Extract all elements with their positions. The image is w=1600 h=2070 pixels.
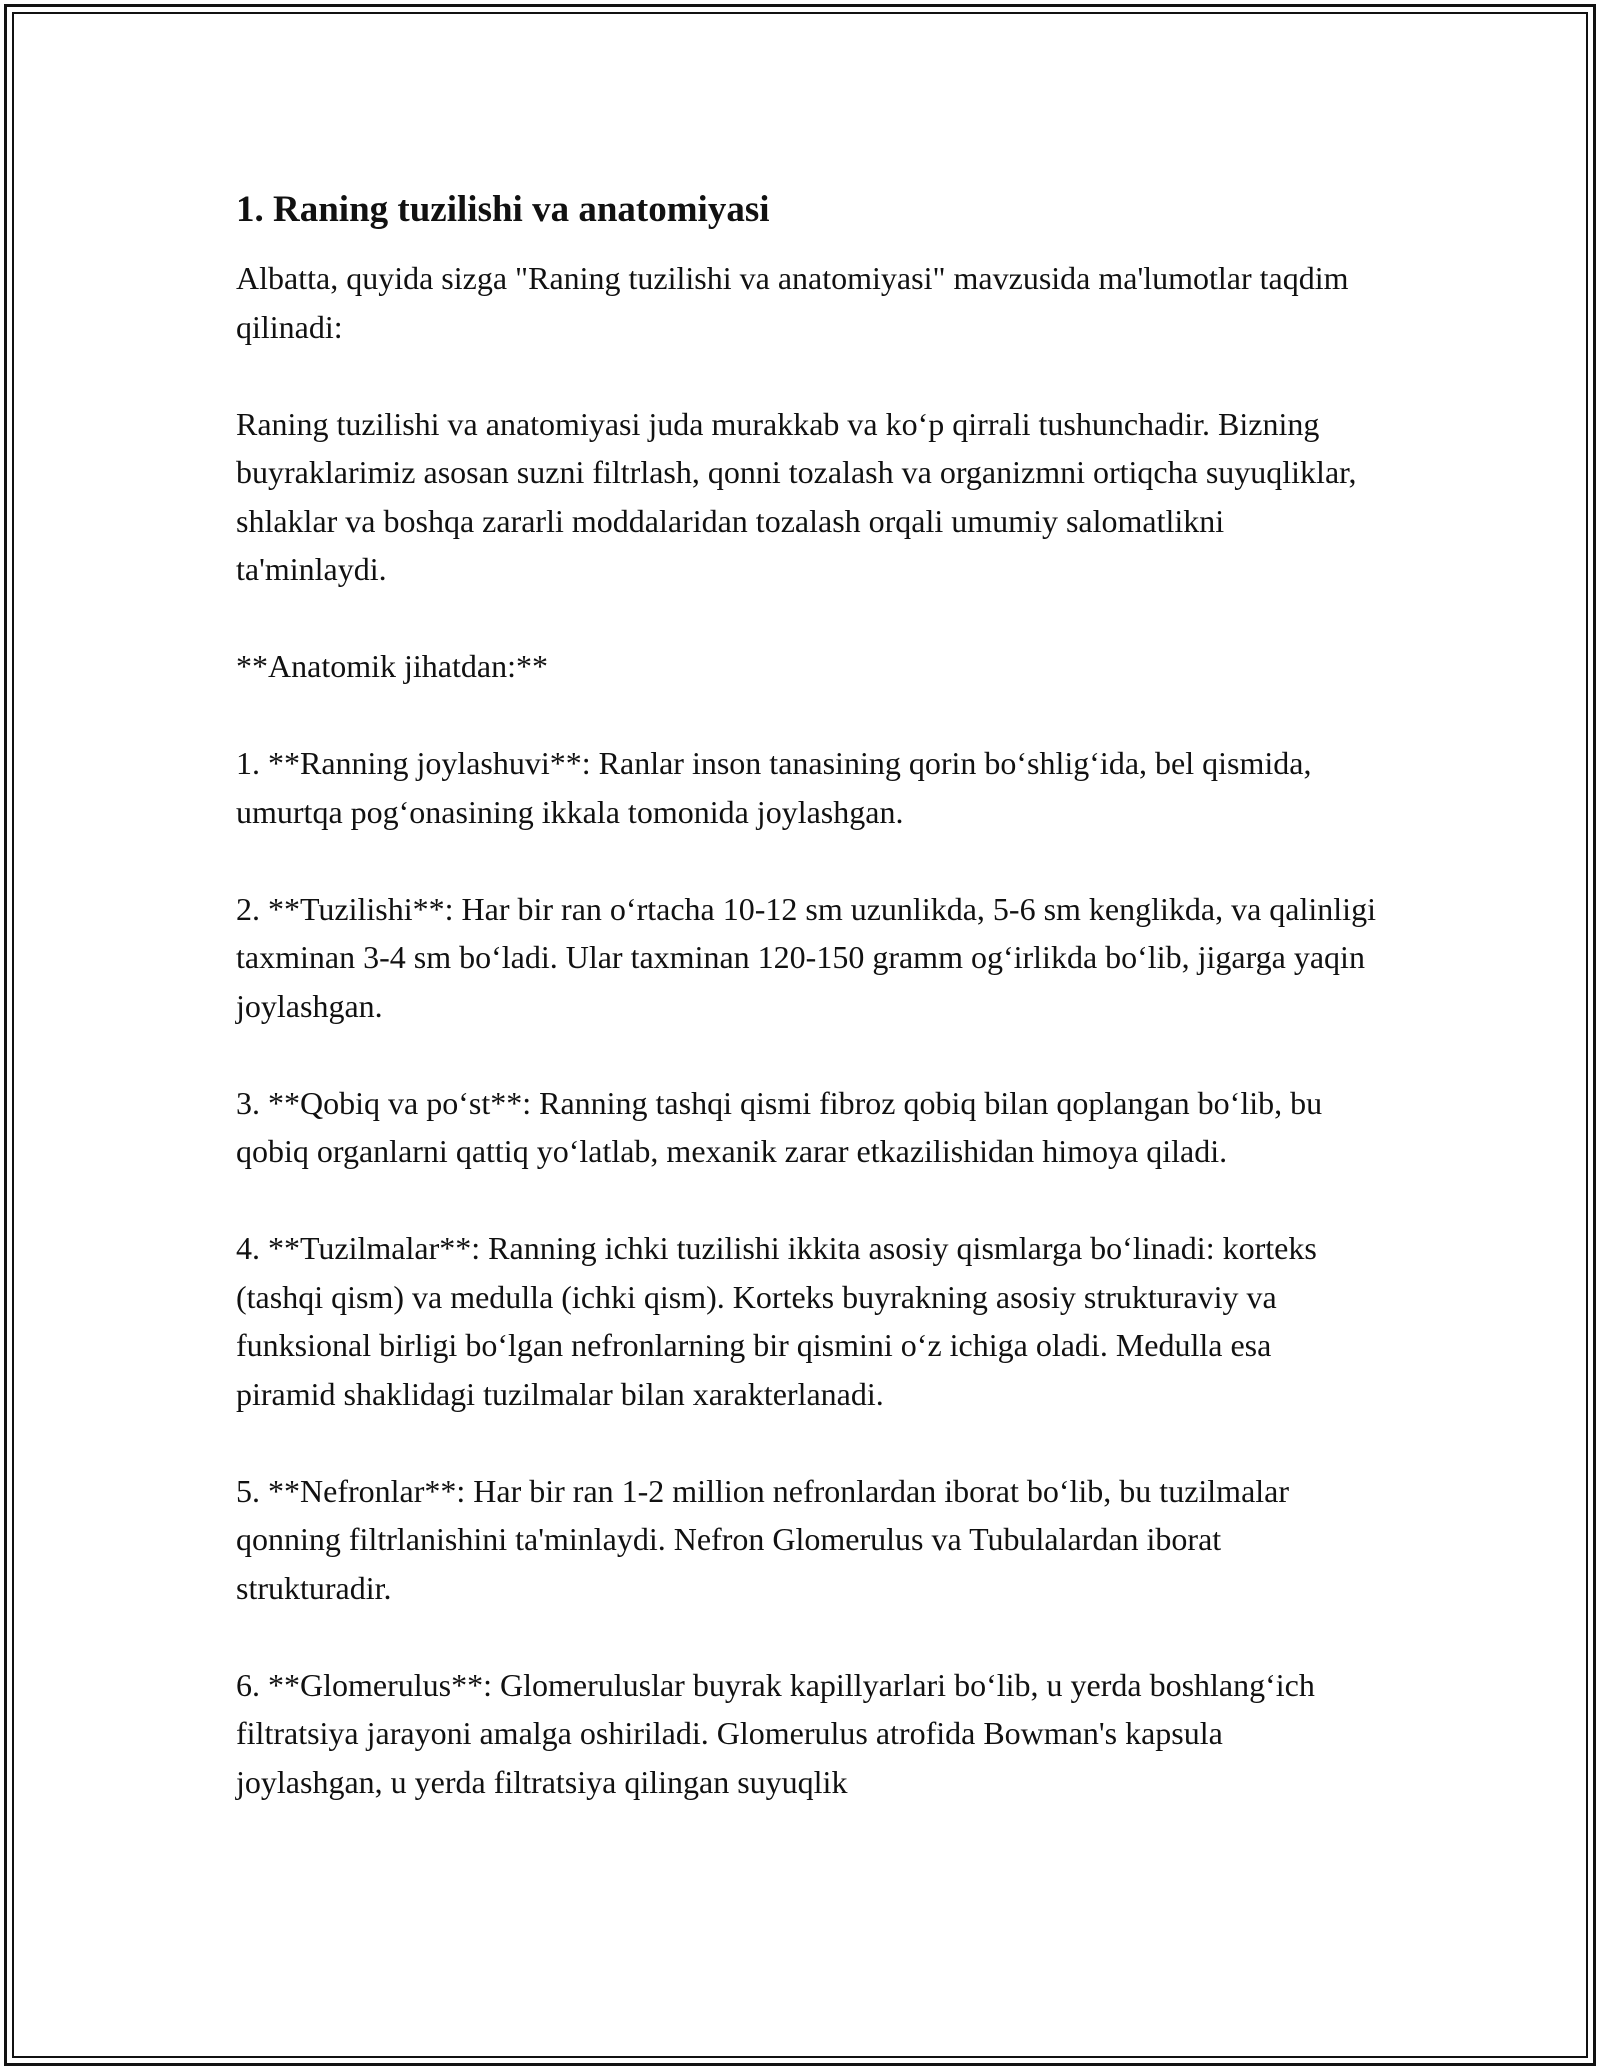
list-item-glomerulus: 6. **Glomerulus**: Glomeruluslar buyrak kapillyarlari boʻlib, u yerda boshlangʻich filtratsiya jarayoni amalga oshiriladi. Glomerulus atrofida Bowman's kapsula joylashgan, u yerda filtratsiya qilingan suyuqlik [236, 1666, 1315, 1800]
list-item-capsule: 3. **Qobiq va poʻst**: Ranning tashqi qismi fibroz qobiq bilan qoplangan boʻlib, bu qobiq organlarni qattiq yoʻlatlab, mexanik zarar etkazilishidan himoya qiladi. [236, 1084, 1323, 1169]
paragraph-anatomy-subheading: **Anatomik jihatdan:** [236, 648, 548, 684]
list-item-nephrons: 5. **Nefronlar**: Har bir ran 1-2 million nefronlardan iborat boʻlib, bu tuzilmalar qonning filtrlanishini ta'minlaydi. Nefron Glomerulus va Tubulalardan iborat strukturadir. [236, 1472, 1290, 1606]
list-item-location: 1. **Ranning joylashuvi**: Ranlar inson tanasining qorin boʻshligʻida, bel qismida, umurtqa pogʻonasining ikkala tomonida joylashgan. [236, 745, 1312, 830]
paragraph-intro: Albatta, quyida sizga "Raning tuzilishi va anatomiyasi" mavzusida ma'lumotlar taqdim qilinadi: [236, 260, 1349, 345]
list-item-structure: 2. **Tuzilishi**: Har bir ran oʻrtacha 10-12 sm uzunlikda, 5-6 sm kenglikda, va qalinligi taxminan 3-4 sm boʻladi. Ular taxminan 120-150 gramm ogʻirlikda boʻlib, jigarga yaqin joylashgan. [236, 890, 1376, 1024]
list-item-internal-structures: 4. **Tuzilmalar**: Ranning ichki tuzilishi ikkita asosiy qismlarga boʻlinadi: korteks (tashqi qism) va medulla (ichki qism). Korteks buyrakning asosiy strukturaviy va funksional birligi boʻlgan nefronlarning bir qismini oʻz ichiga oladi. Medulla esa piramid shaklidagi tuzilmalar bilan xarakterlanadi. [236, 1230, 1317, 1412]
paragraph-overview: Raning tuzilishi va anatomiyasi juda murakkab va koʻp qirrali tushunchadir. Bizning buyraklarimiz asosan suzni filtrlash, qonni tozalash va organizmni ortiqcha suyuqliklar, shlaklar va boshqa zararli moddalaridan tozalash orqali umumiy salomatlikni ta'minlaydi. [236, 405, 1357, 587]
section-heading: 1. Raning tuzilishi va anatomiyasi [236, 189, 770, 230]
document-body [236, 186, 1376, 1806]
